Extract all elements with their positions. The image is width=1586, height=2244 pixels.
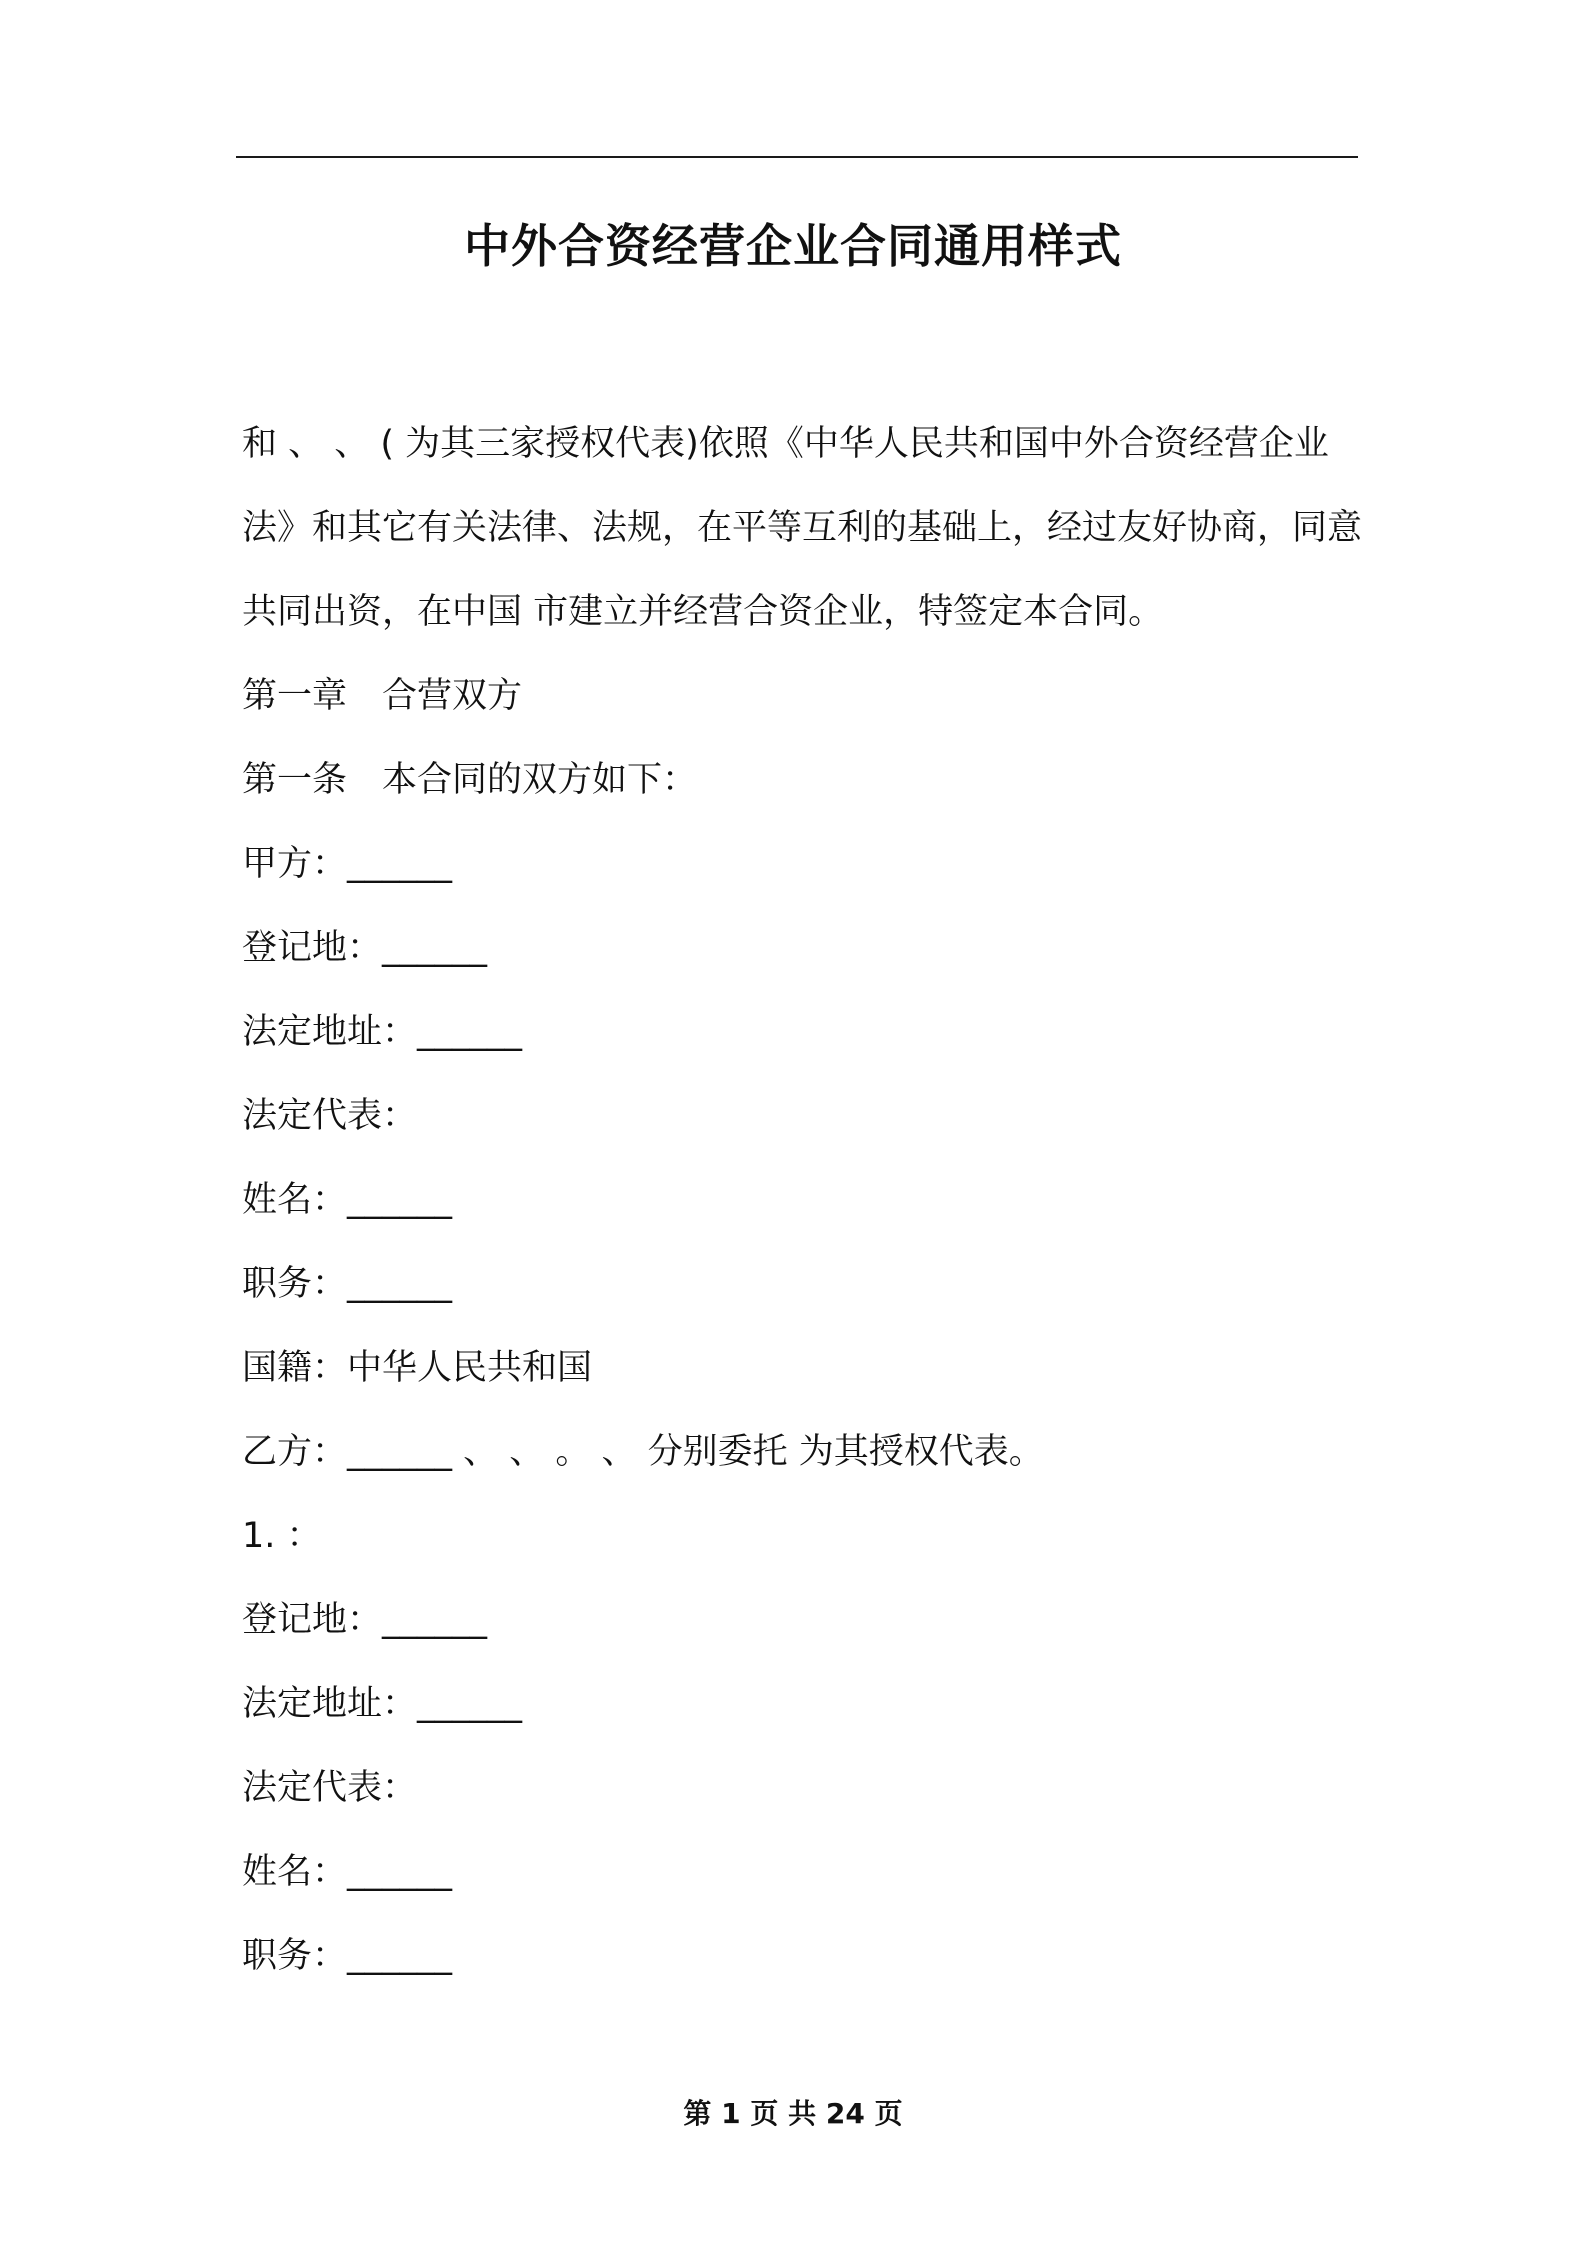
legal-address-line: 法定地址：______ [242, 1012, 523, 1052]
article-heading: 第一条 本合同的双方如下： [242, 760, 698, 800]
name-line: 姓名：______ [242, 1180, 453, 1220]
document-title: 中外合资经营企业合同通用样式 [464, 219, 1122, 273]
item-1-line: 1. ： [242, 1516, 322, 1556]
intro-paragraph: 和 、 、 ( 为其三家授权代表)依照《中华人民共和国中外合资经营企业法》和其它有关法律、法规，在平等互利的基础上，经过友好协商，同意共同出资，在中国 市建立并经营合资企业，特签定本合同。 [242, 424, 1363, 632]
position-line: 职务：______ [242, 1264, 453, 1304]
page-number: 第 1 页 共 24 页 [683, 2097, 903, 2130]
party-b-line: 乙方：______ 、 、 。 、 分别委托 为其授权代表。 [242, 1432, 1044, 1472]
party-a-line: 甲方：______ [242, 844, 453, 884]
legal-representative-line: 法定代表： [242, 1096, 418, 1136]
legal-address-line: 法定地址：______ [242, 1684, 523, 1724]
chapter-heading: 第一章 合营双方 [242, 676, 523, 716]
position-line: 职务：______ [242, 1936, 453, 1976]
document-body [242, 402, 1362, 1998]
registration-place-line: 登记地：______ [242, 928, 488, 968]
name-line: 姓名：______ [242, 1852, 453, 1892]
nationality-line: 国籍：中华人民共和国 [242, 1348, 593, 1388]
registration-place-line: 登记地：______ [242, 1600, 488, 1640]
legal-representative-line: 法定代表： [242, 1768, 418, 1808]
header-rule [236, 156, 1358, 158]
